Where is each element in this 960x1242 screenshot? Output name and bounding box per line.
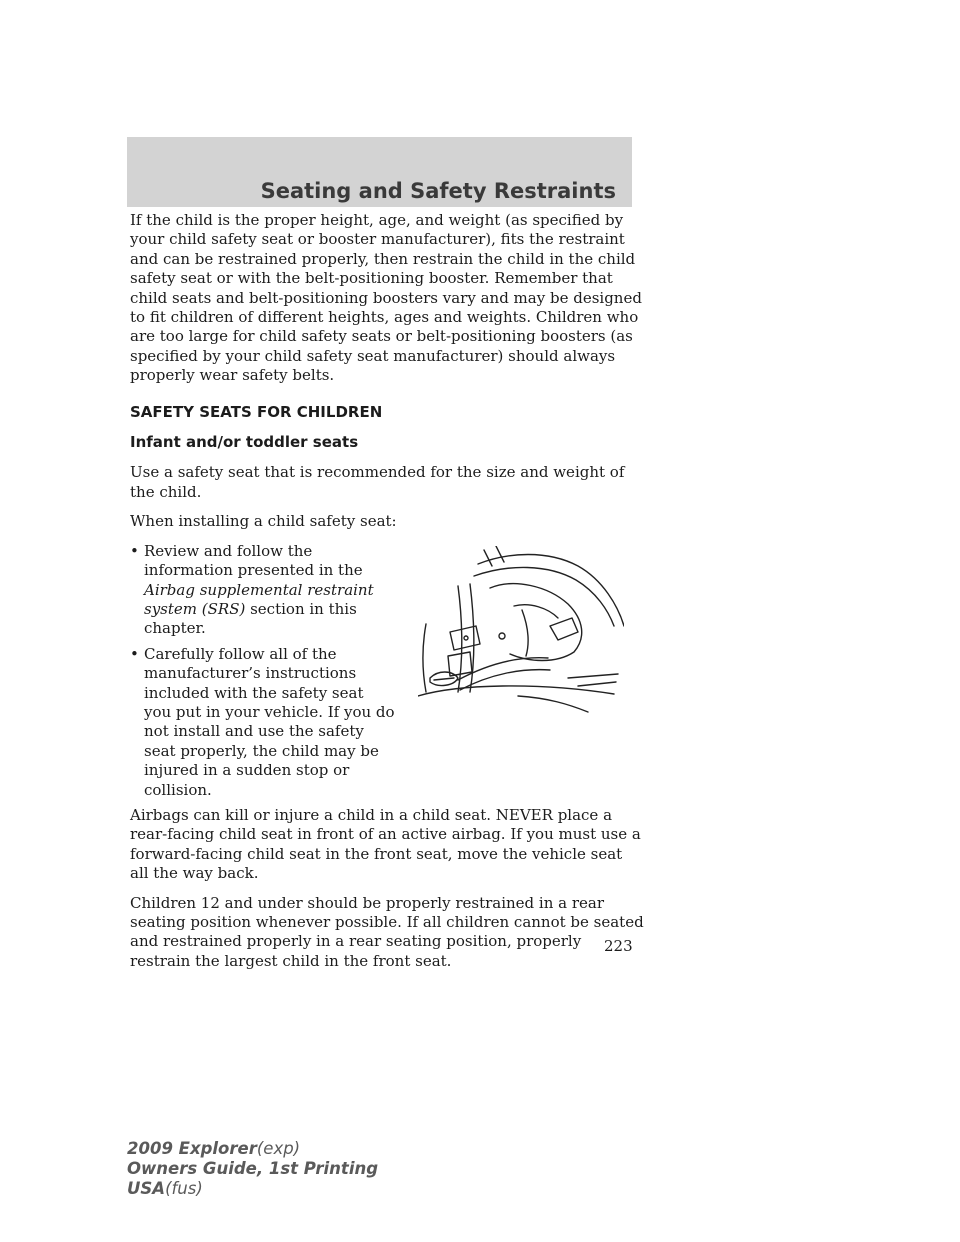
intro-paragraph: If the child is the proper height, age, and weight (as specified by your child safety seat or booster manufacturer), fits the restraint and can be restrained properly, then restrain the child in the child safety seat or with the belt-positioning booster. Remember that child seats and belt-positioning boosters vary and may be designed to fit children of different heights, ages and weights. Children who are too large for child safety seats or belt-positioning boosters (as specified by your child safety seat manufacturer) should always properly wear safety belts. [130,211,642,385]
paragraph-children-12: Children 12 and under should be properly restrained in a rear seating position whenever possible. If all children cannot be seated and restrained properly in a rear seating position, properly restrain the largest child in the front seat. [130,893,644,970]
footer-model-code: (exp) [256,1139,301,1158]
child-seat-belt-illustration [418,546,624,714]
paragraph-airbag-warning: Airbags can kill or injure a child in a child seat. NEVER place a rear-facing child seat in front of an active airbag. If you must use a forward-facing child seat in the front seat, move the vehicle seat all the way back. [130,805,641,883]
section-title: Seating and Safety Restraints [260,179,616,203]
install-bullet-list [130,542,395,800]
page-content [130,211,645,981]
footer-market-code: (fus) [165,1179,203,1198]
footer-model: 2009 Explorer [127,1139,257,1158]
srs-section-reference: Airbag supplemental restraint system (SRS) [144,580,374,618]
bullet-icon: • [130,644,139,663]
footer-market: USA [127,1179,166,1198]
bullet-text: Carefully follow all of the manufacturer’s instructions included with the safety seat you put in your vehicle. If you do not install and use the safety seat properly, the child may be injured in a sudden stop or collision. [144,644,395,799]
bullet-text-before: Review and follow the information presented in the [144,541,363,580]
page-number: 223 [604,937,633,955]
bullet-icon: • [130,541,139,560]
install-section [130,512,645,800]
paragraph-seat-size: Use a safety seat that is recommended for the size and weight of the child. [130,463,625,501]
footer-print-info [127,1139,378,1199]
paragraph-installing: When installing a child safety seat: [130,512,397,531]
heading-infant-toddler: Infant and/or toddler seats [130,433,359,452]
header-band [127,137,632,207]
footer-line-2 [127,1159,378,1179]
footer-printing: Owners Guide, 1st Printing [127,1159,379,1178]
bullet-text-after: section in this chapter. [144,599,357,638]
heading-safety-seats: SAFETY SEATS FOR CHILDREN [130,402,383,421]
bullet-item-follow-instructions [130,645,395,800]
bullet-item-review-srs [130,542,395,639]
footer-line-1 [127,1139,378,1159]
footer-line-3 [127,1179,378,1199]
